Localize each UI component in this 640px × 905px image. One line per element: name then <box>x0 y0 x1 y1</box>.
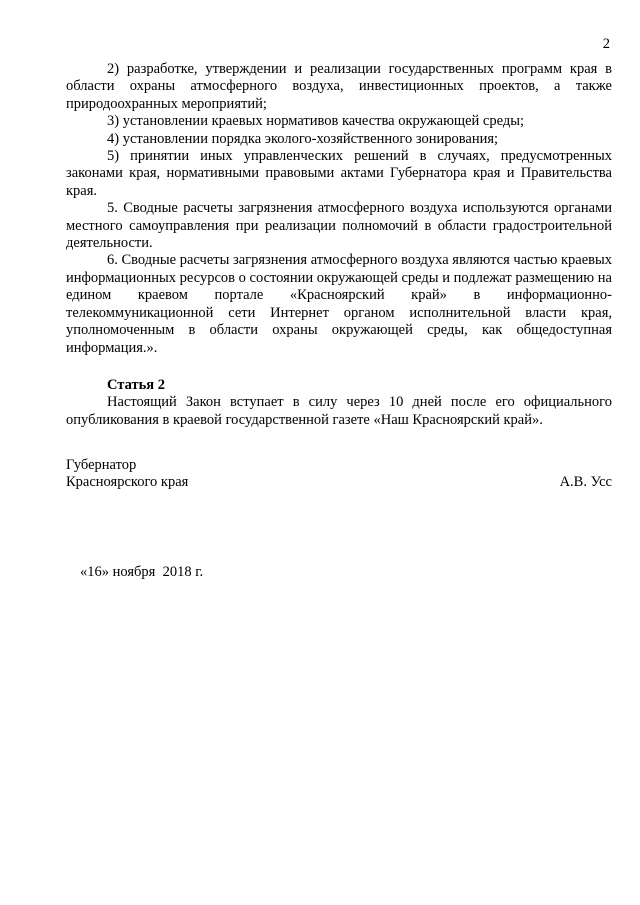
signing-date: «16» ноября 2018 г. <box>80 564 204 580</box>
paragraph-item-3: 3) установлении краевых нормативов качества окружающей среды; <box>107 113 524 130</box>
signature-name: А.В. Усс <box>559 474 612 491</box>
signature-block <box>66 457 612 492</box>
document-body <box>66 61 612 429</box>
signature-row <box>66 474 612 491</box>
paragraph-item-4: 4) установлении порядка эколого-хозяйственного зонирования; <box>107 130 499 147</box>
page-number: 2 <box>602 36 610 52</box>
signature-position-line2: Красноярского края <box>66 474 189 491</box>
signature-position-line1: Губернатор <box>66 457 137 473</box>
paragraph-item-2: 2) разработке, утверждении и реализации государственных программ края в области охраны атмосферного воздуха, инвестиционных проектов, а также природоохранных мероприятий; <box>66 61 612 112</box>
paragraph-item-5: 5) принятии иных управленческих решений в случаях, предусмотренных законами края, нормативными правовыми актами Губернатора края и Правительства края. <box>66 148 612 199</box>
article-text: Настоящий Закон вступает в силу через 10 дней после его официального опубликования в краевой государственной газете «Наш Красноярский край». <box>66 394 612 428</box>
article-title: Статья 2 <box>107 376 165 393</box>
paragraph-point-5: 5. Сводные расчеты загрязнения атмосферного воздуха используются органами местного самоуправления при реализации полномочий в области градостроительной деятельности. <box>66 200 612 252</box>
paragraph-point-6: 6. Сводные расчеты загрязнения атмосферного воздуха являются частью краевых информационных ресурсов о состоянии окружающей среды и подлежат размещению на едином краевом портале «Красноярский край» в информационно-телекоммуникационной сети Интернет органом исполнительной власти края, уполномоченным в области охраны окружающей среды, как общедоступная информация.». <box>66 252 612 356</box>
